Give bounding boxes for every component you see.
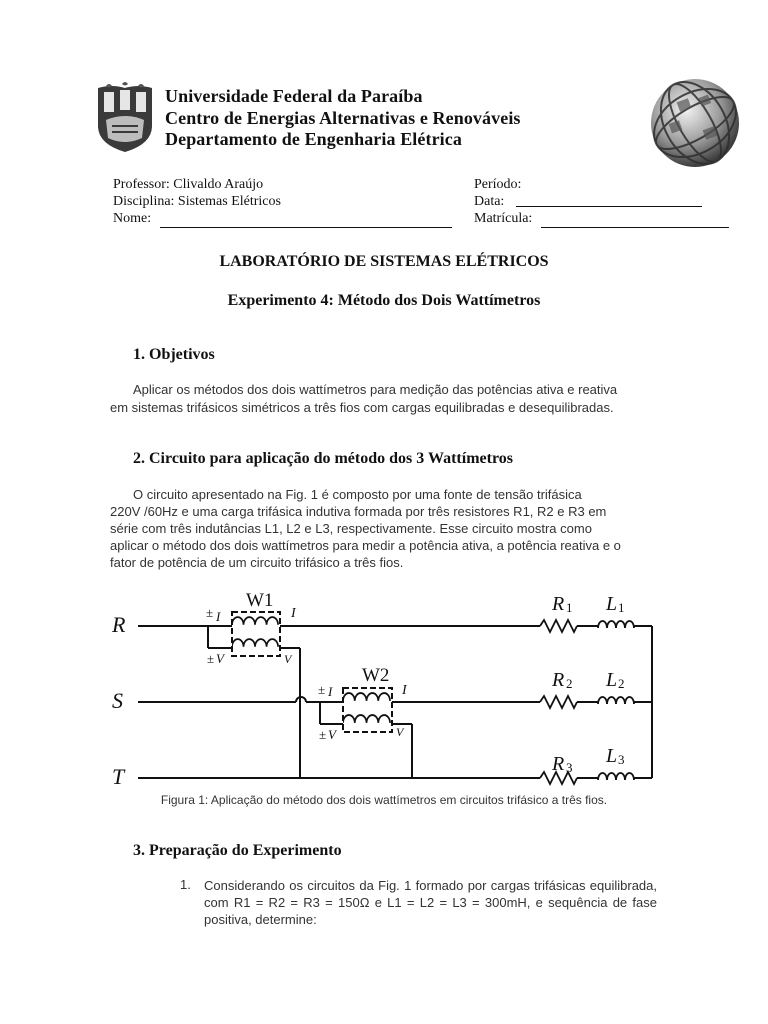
section-3-heading: 3. Preparação do Experimento (133, 842, 342, 859)
l1-label: L (606, 593, 618, 615)
experiment-title: Experimento 4: Método dos Dois Wattímetros (227, 292, 541, 309)
phase-s-label: S (112, 688, 123, 713)
r3-sub: 3 (566, 760, 573, 775)
professor-text: Professor: Clivaldo Araújo (113, 177, 264, 192)
w2-v-out: V (396, 725, 404, 739)
r2-sub: 2 (566, 676, 573, 691)
section-2-heading: 2. Circuito para aplicação do método dos 3 Wattímetros (133, 450, 513, 467)
figure-caption: Figura 1: Aplicação do método dos dois wattímetros em circuitos trifásico a três fios. (160, 793, 608, 807)
w1-pm-voltage: ± (207, 651, 215, 666)
r3-label: R (552, 753, 565, 775)
section-2-line-2: 220V /60Hz e uma carga trifásica indutiva formada por três resistores R1, R2 e R3 em (110, 504, 607, 519)
list-item-number: 1. (180, 877, 191, 892)
l1-sub: 1 (618, 600, 625, 615)
department-name: Departamento de Engenharia Elétrica (165, 129, 462, 149)
date-field-line[interactable] (516, 206, 702, 207)
section-2-line-1: O circuito apresentado na Fig. 1 é composto por uma fonte de tensão trifásica (133, 487, 582, 502)
w1-v-out: V (284, 652, 292, 666)
circuit-diagram (0, 580, 768, 800)
w1-i-out: I (291, 606, 296, 621)
name-field-line[interactable] (160, 227, 452, 228)
w2-i-out: I (402, 683, 407, 698)
section-2-line-3: série com três indutâncias L1, L2 e L3, respectivamente. Esse circuito mostra como (110, 521, 592, 536)
w2-i-in: I (328, 684, 333, 699)
section-2-line-5: fator de potência de um circuito trifásico a três fios. (110, 555, 404, 570)
w2-pm-voltage: ± (319, 727, 327, 742)
r1-sub: 1 (566, 600, 573, 615)
l3-sub: 3 (618, 752, 625, 767)
section-1-line-2: em sistemas trifásicos simétricos a três fios com cargas equilibradas e desequilibradas. (110, 400, 614, 415)
list-item-text: Considerando os circuitos da Fig. 1 formado por cargas trifásicas equilibrada, com R1 = R2 = R3 = 150Ω e L1 = L2 = L3 = 300mH, e sequência de fase positiva, determine: (204, 878, 657, 927)
period-label: Período: (474, 177, 522, 192)
w2-v-in: V (328, 727, 336, 742)
discipline-text: Disciplina: Sistemas Elétricos (113, 194, 281, 209)
phase-t-label: T (112, 764, 125, 789)
date-label: Data: (474, 194, 505, 209)
document-title: LABORATÓRIO DE SISTEMAS ELÉTRICOS (219, 253, 549, 270)
university-logo (92, 82, 158, 154)
r1-label: R (552, 593, 565, 615)
w1-pm-current: ± (206, 605, 214, 620)
section-1-line-1: Aplicar os métodos dos dois wattímetros para medição das potências ativa e reativa (133, 382, 618, 397)
matricula-field-line[interactable] (541, 227, 729, 228)
phase-r-label: R (112, 612, 126, 637)
matricula-label: Matrícula: (474, 211, 533, 226)
globe-logo (648, 76, 742, 170)
section-1-heading: 1. Objetivos (133, 346, 215, 363)
w2-label: W2 (362, 665, 390, 686)
w2-pm-current: ± (318, 682, 326, 697)
l2-label: L (606, 669, 618, 691)
w1-label: W1 (246, 590, 274, 611)
name-label: Nome: (113, 211, 152, 226)
center-name: Centro de Energias Alternativas e Renováveis (165, 108, 521, 128)
w1-i-in: I (216, 609, 221, 624)
university-name: Universidade Federal da Paraíba (165, 86, 423, 106)
r2-label: R (552, 669, 565, 691)
section-2-line-4: aplicar o método dos dois wattímetros para medir a potência ativa, a potência reativa e o (110, 538, 621, 553)
l3-label: L (606, 745, 618, 767)
w1-v-in: V (216, 651, 224, 666)
l2-sub: 2 (618, 676, 625, 691)
